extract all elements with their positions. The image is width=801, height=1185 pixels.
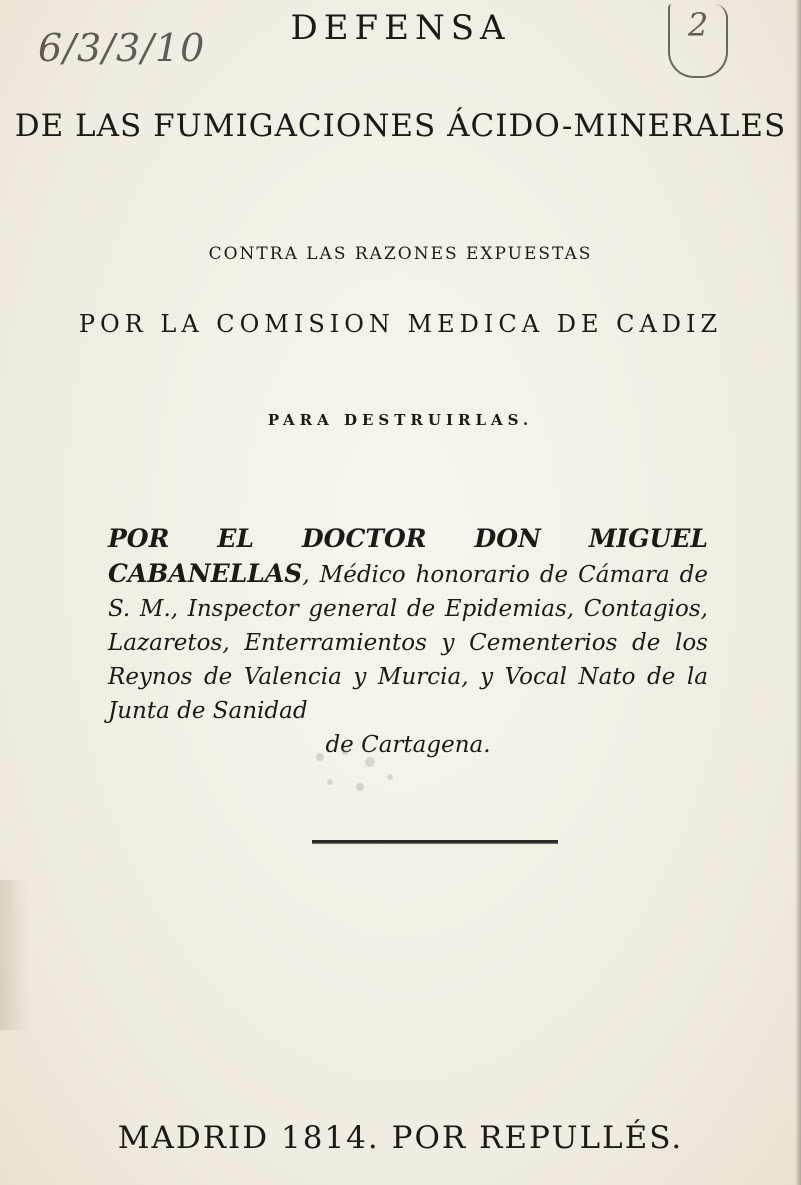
faded-library-stamp: [300, 742, 410, 802]
title-line-comision: POR LA COMISION MEDICA DE CADIZ: [78, 310, 723, 338]
author-block: POR EL DOCTOR DON MIGUEL CABANELLAS, Médico honorario de Cámara de S. M., Inspector general de Epidemias, Contagios, Lazaretos, Enterramientos y Cementerios de los Reynos de Valencia y Murcia, y Vocal Nato de la Junta de Sanidad de Cartagena.: [108, 522, 708, 762]
decorative-rule: [312, 840, 558, 844]
author-last-line: de Cartagena.: [325, 732, 491, 758]
page-stain: [0, 880, 28, 1030]
handwritten-number: 2: [668, 4, 728, 78]
title-line-contra: CONTRA LAS RAZONES EXPUESTAS: [208, 244, 593, 264]
author-description: Médico honorario de Cámara de S. M., Inspector general de Epidemias, Contagios, Lazaretos, Enterramientos y Cementerios de los Reynos de Valencia y Murcia, y Vocal Nato de la Junta de Sanidad: [108, 562, 709, 724]
title-line-defensa: DEFENSA: [290, 8, 511, 48]
handwritten-shelfmark: 6/3/3/10: [38, 26, 206, 70]
imprint-line: MADRID 1814. POR REPULLÉS.: [117, 1120, 684, 1156]
title-line-fumigaciones: DE LAS FUMIGACIONES ÁCIDO-MINERALES: [14, 108, 787, 144]
title-line-destruirlas: PARA DESTRUIRLAS.: [267, 411, 534, 429]
page-edge-shadow: [795, 0, 801, 1185]
author-name: POR EL DOCTOR DON MIGUEL CABANELLAS: [108, 524, 708, 588]
